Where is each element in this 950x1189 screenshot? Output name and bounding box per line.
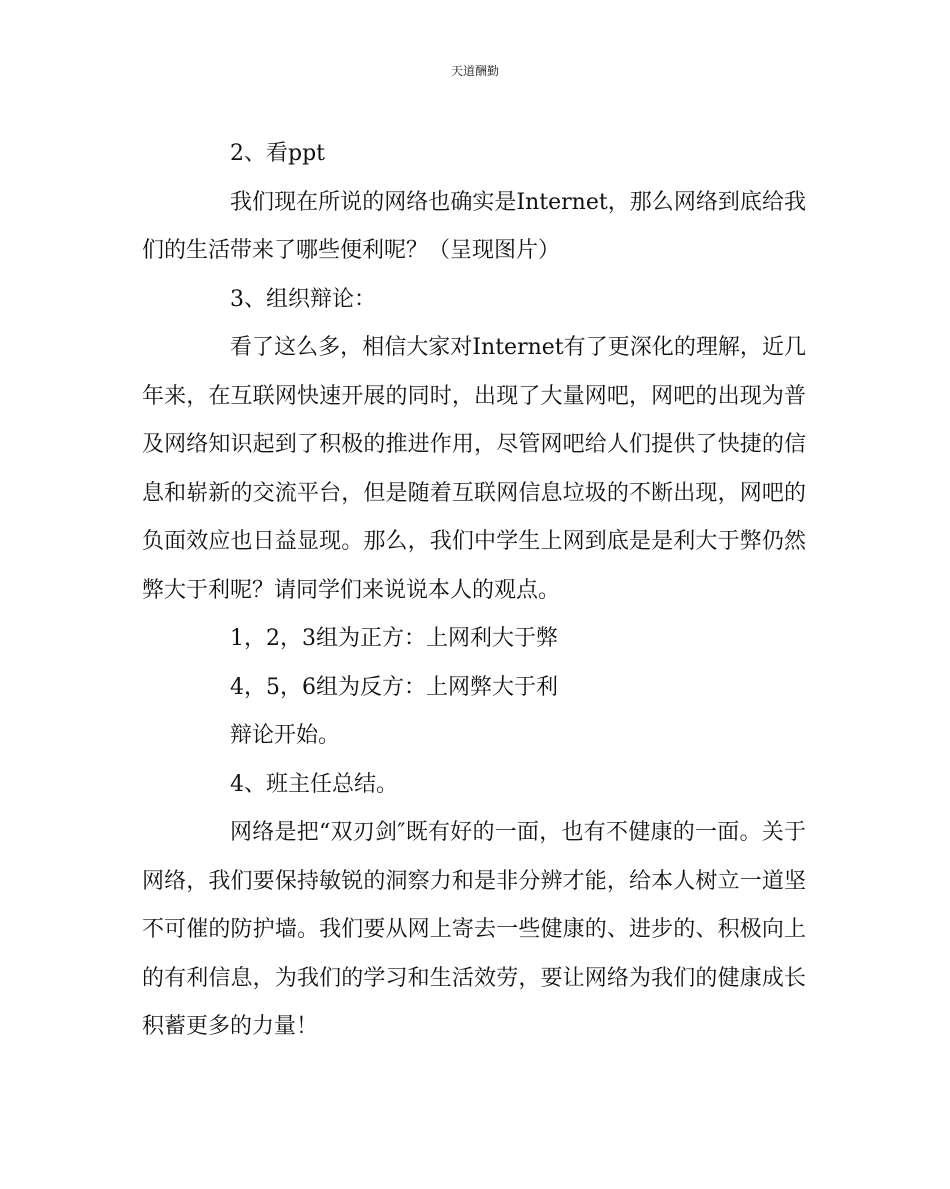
paragraph-debate-intro: 看了这么多，相信大家对Internet有了更深化的理解，近几年来，在互联网快速开展的同时，出现了大量网吧，网吧的出现为普及网络知识起到了积极的推进作用，尽管网吧给人们提供了快捷的信息和崭新的交流平台，但是随着互联网信息垃圾的不断出现，网吧的负面效应也日益显现。那么，我们中学生上网到底是是利大于弊仍然弊大于利呢？请同学们来说说本人的观点。 bbox=[142, 335, 806, 603]
document-body bbox=[142, 130, 806, 1052]
paragraph-step-3: 3、组织辩论： bbox=[230, 286, 376, 312]
paragraph-affirmative: 1，2，3组为正方：上网利大于弊 bbox=[230, 626, 558, 651]
paragraph-internet-intro: 我们现在所说的网络也确实是Internet，那么网络到底给我们的生活带来了哪些便利呢？（呈现图片） bbox=[142, 189, 806, 263]
paragraph-summary: 网络是把“双刃剑″既有好的一面，也有不健康的一面。关于网络，我们要保持敏锐的洞察力和是非分辨才能，给本人树立一道坚不可催的防护墙。我们要从网上寄去一些健康的、进步的、积极向上的有利信息，为我们的学习和生活效劳，要让网络为我们的健康成长积蓄更多的力量！ bbox=[142, 820, 806, 1039]
paragraph-step-4: 4、班主任总结。 bbox=[230, 771, 398, 797]
paragraph-debate-start: 辩论开始。 bbox=[230, 723, 341, 748]
page-header: 天道酬勤 bbox=[450, 64, 499, 78]
paragraph-step-2: 2、看ppt bbox=[230, 141, 326, 166]
paragraph-negative: 4，5，6组为反方：上网弊大于利 bbox=[230, 674, 558, 700]
